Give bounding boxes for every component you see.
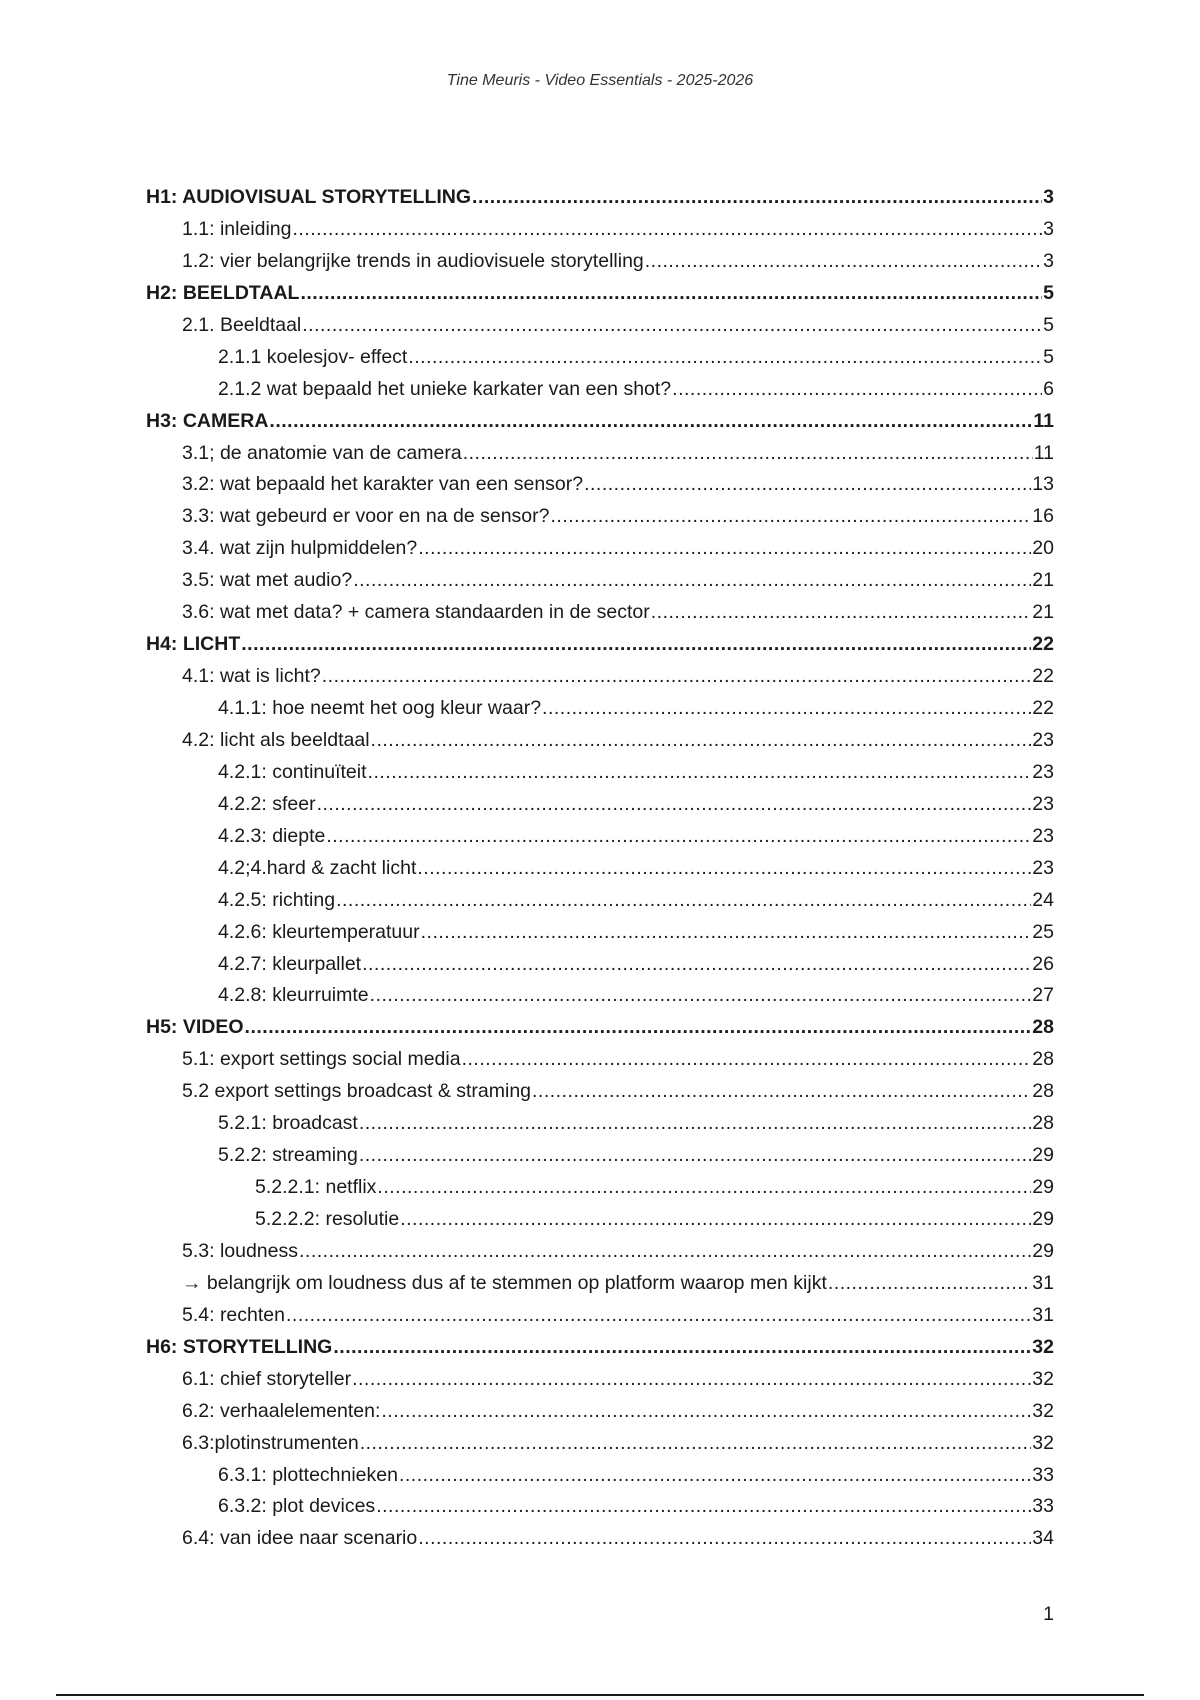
- toc-entry-title: 2.1. Beeldtaal: [182, 313, 302, 336]
- toc-entry-title: 1.2: vier belangrijke trends in audiovisuele storytelling: [182, 249, 644, 272]
- toc-section-entry[interactable]: [146, 1044, 1054, 1076]
- toc-section-entry[interactable]: [146, 565, 1054, 597]
- toc-dot-leader: [672, 374, 1042, 406]
- toc-chapter-entry[interactable]: [146, 1012, 1054, 1044]
- toc-section-entry[interactable]: [146, 501, 1054, 533]
- toc-dot-leader: [532, 1076, 1031, 1108]
- toc-entry-title: 5.3: loudness: [182, 1239, 299, 1262]
- toc-entry-page-number: 5: [1043, 345, 1054, 368]
- toc-entry-page-number: 28: [1032, 1112, 1054, 1135]
- toc-dot-leader: [418, 533, 1031, 565]
- toc-section-entry[interactable]: [146, 789, 1054, 821]
- toc-chapter-entry[interactable]: [146, 629, 1054, 661]
- toc-dot-leader: [463, 438, 1033, 470]
- toc-section-entry[interactable]: [146, 725, 1054, 757]
- toc-section-entry[interactable]: [146, 1140, 1054, 1172]
- toc-dot-leader: [377, 1172, 1031, 1204]
- toc-dot-leader: [352, 1364, 1031, 1396]
- toc-entry-page-number: 24: [1032, 888, 1054, 911]
- toc-entry-title: H2: BEELDTAAL: [146, 281, 300, 304]
- toc-entry-title: 1.1: inleiding: [182, 217, 292, 240]
- toc-entry-title: H5: VIDEO: [146, 1016, 244, 1039]
- toc-entry-page-number: 5: [1043, 313, 1054, 336]
- toc-entry-page-number: 22: [1032, 665, 1054, 688]
- toc-entry-page-number: 32: [1032, 1367, 1054, 1390]
- toc-entry-page-number: 11: [1033, 409, 1054, 432]
- toc-dot-leader: [302, 310, 1042, 342]
- toc-section-entry[interactable]: [146, 885, 1054, 917]
- toc-entry-page-number: 32: [1032, 1335, 1054, 1358]
- toc-entry-page-number: 29: [1032, 1176, 1054, 1199]
- toc-dot-leader: [400, 1204, 1031, 1236]
- toc-entry-page-number: 28: [1032, 1080, 1054, 1103]
- toc-entry-page-number: 23: [1032, 760, 1054, 783]
- toc-dot-leader: [421, 917, 1032, 949]
- toc-dot-leader: [376, 1491, 1031, 1523]
- toc-dot-leader: [651, 597, 1032, 629]
- toc-entry-title: 4.1: wat is licht?: [182, 665, 321, 688]
- toc-entry-page-number: 32: [1032, 1431, 1054, 1454]
- toc-section-entry[interactable]: [146, 1491, 1054, 1523]
- toc-section-entry[interactable]: [146, 1428, 1054, 1460]
- toc-entry-title: 6.3:plotinstrumenten: [182, 1431, 359, 1454]
- toc-entry-title: 4.2.1: continuïteit: [218, 760, 367, 783]
- toc-section-entry[interactable]: [146, 1460, 1054, 1492]
- toc-section-entry[interactable]: [146, 821, 1054, 853]
- toc-entry-page-number: 16: [1032, 505, 1054, 528]
- toc-entry-title: H6: STORYTELLING: [146, 1335, 333, 1358]
- toc-entry-title: 2.1.2 wat bepaald het unieke karkater van een shot?: [218, 377, 672, 400]
- toc-dot-leader: [418, 1523, 1031, 1555]
- toc-entry-title: 4.2;4.hard & zacht licht: [218, 856, 417, 879]
- toc-dot-leader: [286, 1300, 1031, 1332]
- toc-section-entry[interactable]: [146, 374, 1054, 406]
- toc-entry-title: 5.1: export settings social media: [182, 1048, 461, 1071]
- toc-dot-leader: [472, 182, 1042, 214]
- toc-section-entry[interactable]: [146, 853, 1054, 885]
- toc-entry-page-number: 20: [1032, 537, 1054, 560]
- toc-section-entry[interactable]: [146, 661, 1054, 693]
- toc-entry-page-number: 26: [1032, 952, 1054, 975]
- toc-entry-page-number: 22: [1032, 633, 1054, 656]
- toc-entry-title: 3.6: wat met data? + camera standaarden in de sector: [182, 601, 650, 624]
- toc-dot-leader: [584, 469, 1031, 501]
- toc-entry-title: 2.1.1 koelesjov- effect: [218, 345, 408, 368]
- toc-section-entry[interactable]: [146, 214, 1054, 246]
- toc-entry-page-number: 31: [1032, 1303, 1054, 1326]
- toc-entry-page-number: 23: [1032, 792, 1054, 815]
- toc-entry-title: 5.2.2.2: resolutie: [255, 1208, 400, 1230]
- toc-section-entry[interactable]: [146, 1236, 1054, 1268]
- toc-entry-page-number: 21: [1032, 601, 1054, 624]
- toc-dot-leader: [360, 1428, 1032, 1460]
- toc-section-entry[interactable]: [146, 1396, 1054, 1428]
- toc-entry-page-number: 28: [1032, 1048, 1054, 1071]
- toc-entry-page-number: 3: [1043, 249, 1054, 272]
- toc-entry-title: 6.1: chief storyteller: [182, 1367, 352, 1390]
- toc-section-entry[interactable]: [146, 693, 1054, 725]
- toc-entry-page-number: 29: [1032, 1144, 1054, 1167]
- toc-dot-leader: [300, 278, 1042, 310]
- toc-dot-leader: [333, 1332, 1031, 1364]
- toc-section-entry[interactable]: [146, 1108, 1054, 1140]
- toc-dot-leader: [828, 1268, 1031, 1300]
- toc-entry-page-number: 32: [1032, 1399, 1054, 1422]
- toc-dot-leader: [542, 693, 1031, 725]
- toc-entry-title: 4.2.3: diepte: [218, 824, 326, 847]
- toc-entry-title: 4.2.2: sfeer: [218, 792, 316, 815]
- toc-entry-page-number: 28: [1032, 1016, 1054, 1039]
- toc-entry-page-number: 21: [1032, 569, 1054, 592]
- toc-section-entry[interactable]: [146, 1523, 1054, 1555]
- toc-dot-leader: [293, 214, 1043, 246]
- toc-entry-title: H4: LICHT: [146, 633, 241, 656]
- toc-entry-page-number: 23: [1032, 824, 1054, 847]
- toc-entry-title: 3.2: wat bepaald het karakter van een sensor?: [182, 473, 584, 496]
- table-of-contents: [146, 182, 1054, 1555]
- toc-section-entry[interactable]: [146, 1204, 1054, 1236]
- toc-dot-leader: [645, 246, 1042, 278]
- toc-dot-leader: [336, 885, 1031, 917]
- toc-entry-title: 4.2: licht als beeldtaal: [182, 728, 370, 751]
- toc-section-entry[interactable]: [146, 1076, 1054, 1108]
- toc-chapter-entry[interactable]: [146, 182, 1054, 214]
- toc-section-entry[interactable]: [146, 342, 1054, 374]
- toc-entry-title: 5.2.2.1: netflix: [255, 1176, 377, 1199]
- toc-section-entry[interactable]: [146, 1268, 1054, 1300]
- toc-section-entry[interactable]: [146, 310, 1054, 342]
- toc-section-entry[interactable]: [146, 980, 1054, 1012]
- toc-dot-leader: [551, 501, 1032, 533]
- toc-entry-page-number: 23: [1032, 856, 1054, 879]
- toc-dot-leader: [371, 725, 1032, 757]
- toc-entry-title: 3.5: wat met audio?: [182, 569, 353, 592]
- toc-entry-title: 4.2.6: kleurtemperatuur: [218, 920, 420, 943]
- toc-dot-leader: [269, 406, 1032, 438]
- toc-entry-title: 6.3.2: plot devices: [218, 1495, 376, 1518]
- page-number: 1: [1043, 1603, 1054, 1625]
- toc-entry-page-number: 29: [1032, 1208, 1054, 1230]
- toc-section-entry[interactable]: [146, 469, 1054, 501]
- toc-dot-leader: [359, 1140, 1031, 1172]
- toc-entry-page-number: 34: [1032, 1527, 1054, 1550]
- toc-entry-title: 5.2.2: streaming: [218, 1144, 358, 1167]
- toc-entry-page-number: 27: [1032, 984, 1054, 1007]
- toc-entry-title: 3.3: wat gebeurd er voor en na de sensor?: [182, 505, 550, 528]
- toc-dot-leader: [317, 789, 1032, 821]
- toc-entry-title: 6.4: van idee naar scenario: [182, 1527, 418, 1550]
- toc-entry-title: → belangrijk om loudness dus af te stemmen op platform waarop men kijkt: [182, 1271, 827, 1294]
- toc-dot-leader: [241, 629, 1031, 661]
- toc-entry-page-number: 3: [1043, 186, 1054, 208]
- toc-entry-title: 5.2.1: broadcast: [218, 1112, 358, 1135]
- toc-entry-title: 5.2 export settings broadcast & straming: [182, 1080, 532, 1103]
- toc-entry-title: 6.2: verhaalelementen:: [182, 1399, 381, 1422]
- toc-entry-page-number: 23: [1032, 728, 1054, 751]
- toc-entry-page-number: 13: [1032, 473, 1054, 496]
- toc-dot-leader: [399, 1460, 1031, 1492]
- toc-entry-page-number: 22: [1032, 697, 1054, 719]
- toc-entry-title: H1: AUDIOVISUAL STORYTELLING: [146, 186, 472, 208]
- toc-chapter-entry[interactable]: [146, 278, 1054, 310]
- toc-section-entry[interactable]: [146, 438, 1054, 470]
- toc-entry-page-number: 33: [1032, 1463, 1054, 1486]
- toc-entry-page-number: 33: [1032, 1495, 1054, 1518]
- toc-dot-leader: [326, 821, 1031, 853]
- toc-entry-title: 4.2.7: kleurpallet: [218, 952, 362, 975]
- toc-section-entry[interactable]: [146, 597, 1054, 629]
- toc-entry-title: 4.2.5: richting: [218, 888, 336, 911]
- toc-entry-title: 6.3.1: plottechnieken: [218, 1463, 398, 1486]
- toc-section-entry[interactable]: [146, 917, 1054, 949]
- toc-entry-title: 3.4. wat zijn hulpmiddelen?: [182, 537, 418, 560]
- toc-dot-leader: [408, 342, 1042, 374]
- toc-dot-leader: [299, 1236, 1031, 1268]
- toc-dot-leader: [462, 1044, 1032, 1076]
- toc-entry-page-number: 31: [1032, 1271, 1054, 1294]
- toc-entry-title: 4.1.1: hoe neemt het oog kleur waar?: [218, 697, 542, 719]
- toc-dot-leader: [381, 1396, 1031, 1428]
- toc-dot-leader: [370, 980, 1032, 1012]
- toc-dot-leader: [368, 757, 1032, 789]
- toc-section-entry[interactable]: [146, 949, 1054, 981]
- toc-entry-page-number: 5: [1043, 281, 1054, 304]
- toc-dot-leader: [245, 1012, 1032, 1044]
- toc-section-entry[interactable]: [146, 1172, 1054, 1204]
- toc-section-entry[interactable]: [146, 1300, 1054, 1332]
- toc-entry-page-number: 11: [1033, 441, 1054, 464]
- toc-dot-leader: [417, 853, 1031, 885]
- toc-entry-page-number: 3: [1043, 217, 1054, 240]
- toc-dot-leader: [322, 661, 1032, 693]
- toc-section-entry[interactable]: [146, 533, 1054, 565]
- toc-entry-title: H3: CAMERA: [146, 409, 269, 432]
- toc-section-entry[interactable]: [146, 757, 1054, 789]
- toc-entry-page-number: 6: [1043, 377, 1054, 400]
- toc-section-entry[interactable]: [146, 246, 1054, 278]
- toc-entry-title: 3.1; de anatomie van de camera: [182, 441, 462, 464]
- toc-dot-leader: [362, 949, 1031, 981]
- page-bottom-edge: [56, 1694, 1144, 1696]
- toc-chapter-entry[interactable]: [146, 406, 1054, 438]
- toc-dot-leader: [359, 1108, 1031, 1140]
- toc-entry-page-number: 29: [1032, 1239, 1054, 1262]
- toc-section-entry[interactable]: [146, 1364, 1054, 1396]
- toc-dot-leader: [353, 565, 1031, 597]
- page-header: Tine Meuris - Video Essentials - 2025-2026: [446, 72, 754, 89]
- toc-entry-title: 4.2.8: kleurruimte: [218, 984, 369, 1007]
- toc-entry-page-number: 25: [1032, 920, 1054, 943]
- toc-chapter-entry[interactable]: [146, 1332, 1054, 1364]
- toc-entry-title: 5.4: rechten: [182, 1303, 285, 1326]
